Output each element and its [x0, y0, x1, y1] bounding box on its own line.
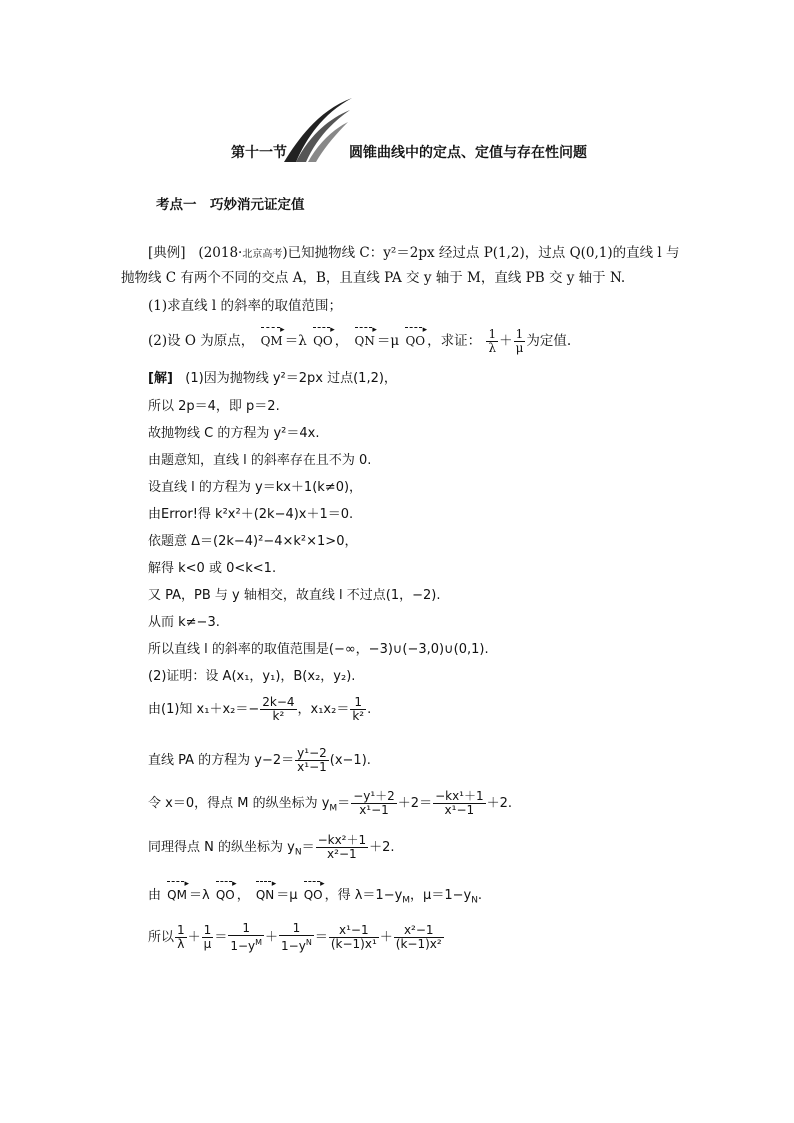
- vector-qo-sol-2: QO ▸: [304, 880, 323, 905]
- plus-sign: ＋: [187, 930, 201, 945]
- solution-text-17g: .: [477, 888, 483, 903]
- solution-text-15c: ＋2＝: [397, 796, 433, 811]
- frac-slope-pa: $\frac{\text{y¹−2}}{\text{x¹−1}}$: [297, 746, 327, 774]
- source-name: 北京高考: [242, 249, 283, 260]
- problem-line-1: [148, 243, 680, 265]
- solution-text-6b: 得 k²x²＋(2k−4)x＋1＝0.: [197, 507, 354, 522]
- solution-line-7: 依题意 Δ＝(2k−4)²−4×k²×1>0，: [148, 534, 358, 549]
- solution-text-13c: .: [367, 702, 372, 717]
- problem-text-1: )已知抛物线 C：y²＝2px 经过点 P(1,2)，过点 Q(0,1)的直线 l 与: [282, 245, 680, 261]
- part-2: (2)设 O 为原点， QM ▸ ＝λ QO ▸ ， QN ▸ ＝μ QO ▸ ，求证： $\frac{1}{\lambda}$ ＋ $\frac{1}{\mu}$ 为定值.: [148, 326, 571, 355]
- solution-text-17d: ＝μ: [276, 888, 298, 903]
- equals-sign-2: ＝: [314, 930, 328, 945]
- solution-text-6a: 由: [148, 507, 162, 522]
- solution-text-16a: 同理得点 N 的纵坐标为 y: [148, 840, 295, 855]
- vector-qn: QN ▸: [355, 326, 375, 351]
- solution-text-15b: ＝: [337, 796, 351, 811]
- solution-text-13a: 由(1)知 x₁＋x₂＝−: [148, 702, 260, 717]
- subscript-m-2: M: [402, 895, 411, 906]
- solution-line-6: [148, 505, 353, 525]
- plus-sign-2: ＋: [265, 930, 279, 945]
- frac-1-yN: $\frac{1}{1-y^N}$: [281, 921, 312, 953]
- topic-heading: 考点一 巧妙消元证定值: [156, 197, 305, 213]
- solution-line-14: [148, 747, 371, 774]
- solution-line-1: [148, 369, 397, 389]
- frac-1-lambda-sol: $\frac{1}{\lambda}$: [177, 923, 185, 951]
- solution-line-4: 由题意知，直线 l 的斜率存在且不为 0.: [148, 453, 372, 468]
- part2-text-a: (2)设 O 为原点，: [148, 333, 255, 349]
- solution-line-16: [148, 834, 395, 863]
- part2-text-b: ＝λ: [284, 333, 307, 349]
- part2-comma: ，: [334, 333, 349, 349]
- vector-qm: QM ▸: [261, 326, 283, 351]
- solution-text-18a: 所以: [148, 930, 175, 945]
- frac-1-mu: $\frac{1}{\mu}$: [515, 327, 524, 355]
- solution-text-16c: ＋2.: [369, 840, 395, 855]
- frac-x2: $\frac{\text{x²−1}}{\text{(k−1)x²}}$: [395, 923, 442, 951]
- solution-text-15e: ＋2.: [486, 796, 513, 811]
- solution-text-17b: ＝λ: [188, 888, 210, 903]
- plus-sign-3: ＋: [379, 930, 393, 945]
- vector-qn-sol: QN ▸: [256, 880, 274, 905]
- equals-sign: ＝: [214, 930, 228, 945]
- problem-line-2: 抛物线 C 有两个不同的交点 A，B，且直线 PA 交 y 轴于 M，直线 PB 交 y 轴于 N.: [121, 270, 626, 286]
- solution-text-16b: ＝: [301, 840, 315, 855]
- solution-tag: [解]: [148, 371, 173, 386]
- solution-line-12: (2)证明：设 A(x₁，y₁)，B(x₂，y₂).: [148, 669, 356, 684]
- subscript-m: M: [329, 803, 338, 814]
- subscript-n-2: N: [471, 895, 478, 906]
- frac-1-lambda: $\frac{1}{\lambda}$: [488, 327, 497, 355]
- solution-line-3: 故抛物线 C 的方程为 y²＝4x.: [148, 426, 320, 441]
- subscript-n: N: [294, 847, 302, 858]
- source-year: (2018·: [198, 245, 243, 261]
- solution-line-15: [148, 790, 512, 819]
- solution-line-5: 设直线 l 的方程为 y＝kx＋1(k≠0)，: [148, 480, 363, 495]
- solution-text-15a: 令 x＝0，得点 M 的纵坐标为 y: [148, 796, 330, 811]
- solution-line-8: 解得 k<0 或 0<k<1.: [148, 561, 277, 576]
- page-title: 圆锥曲线中的定点、定值与存在性问题: [349, 145, 587, 161]
- frac-2k-4: $\frac{2k-4}{\text{k²}}$: [262, 695, 295, 723]
- error-text: Error!: [161, 507, 198, 522]
- part2-text-f: 为定值.: [526, 333, 572, 349]
- vector-qo-2: QO ▸: [405, 326, 425, 351]
- frac-1-yM: $\frac{1}{1-y^M}$: [230, 921, 263, 953]
- vector-qo: QO ▸: [313, 326, 333, 351]
- solution-text-14b: (x−1).: [329, 753, 371, 768]
- solution-line-10: 从而 k≠−3.: [148, 615, 220, 630]
- solution-line-11: 所以直线 l 的斜率的取值范围是(−∞，−3)∪(−3,0)∪(0,1).: [148, 642, 489, 657]
- vector-qm-sol: QM ▸: [167, 880, 187, 905]
- example-tag: [典例]: [148, 245, 186, 261]
- part-1: (1)求直线 l 的斜率的取值范围；: [148, 298, 343, 314]
- solution-line-2: 所以 2p＝4，即 p＝2.: [148, 399, 280, 414]
- solution-text-13b: ，x₁x₂＝: [297, 702, 350, 717]
- frac-ym-2: $\frac{\text{−kx¹＋1}}{\text{x¹−1}}$: [435, 789, 484, 817]
- part2-text-e: ，求证：: [427, 333, 482, 349]
- part2-text-d: ＝μ: [376, 333, 400, 349]
- solution-text-14a: 直线 PA 的方程为 y−2＝: [148, 753, 295, 768]
- frac-x1: $\frac{\text{x¹−1}}{\text{(k−1)x¹}}$: [330, 923, 377, 951]
- frac-1-k2: $\frac{1}{\text{k²}}$: [352, 695, 365, 723]
- swoosh-icon: [282, 96, 354, 164]
- frac-yn: $\frac{\text{−kx²＋1}}{\text{x²−1}}$: [317, 833, 367, 861]
- solution-text-1: (1)因为抛物线 y²＝2px 过点(1,2)，: [185, 371, 397, 386]
- solution-line-9: 又 PA，PB 与 y 轴相交，故直线 l 不过点(1，−2).: [148, 588, 441, 603]
- frac-ym-1: $\frac{\text{−y¹＋2}}{\text{x¹−1}}$: [353, 789, 395, 817]
- frac-1-mu-sol: $\frac{1}{\mu}$: [203, 923, 212, 951]
- solution-text-17c: ，: [236, 888, 250, 903]
- solution-line-18: [148, 922, 445, 953]
- solution-line-17: [148, 880, 482, 911]
- solution-text-17e: ，得 λ＝1−y: [324, 888, 403, 903]
- solution-text-17a: 由: [148, 888, 162, 903]
- vector-qo-sol: QO ▸: [216, 880, 235, 905]
- solution-text-17f: ，μ＝1−y: [410, 888, 472, 903]
- solution-line-13: [148, 696, 371, 723]
- section-number: 第十一节: [231, 145, 287, 161]
